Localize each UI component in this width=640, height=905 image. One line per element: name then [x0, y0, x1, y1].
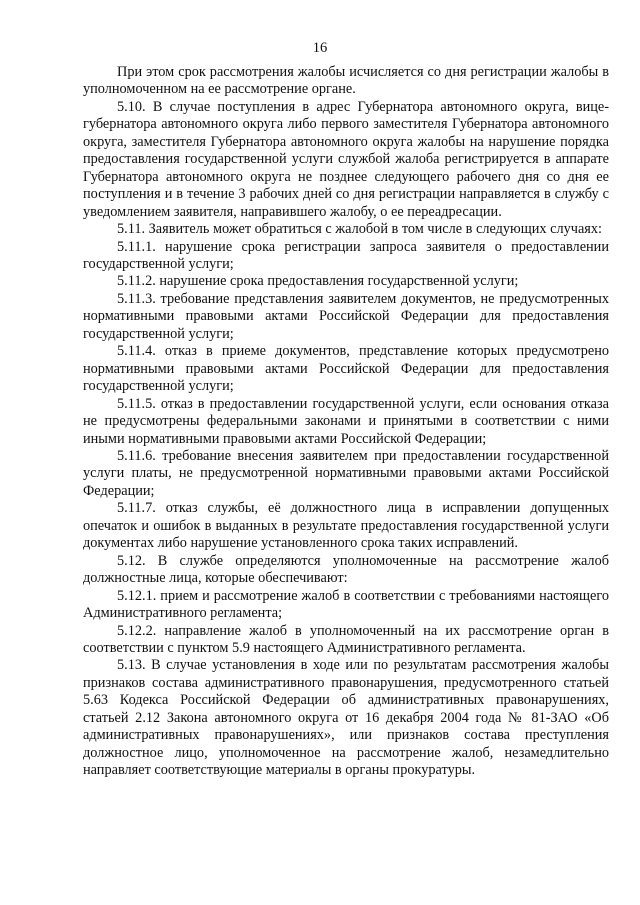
paragraph-5-11: 5.11. Заявитель может обратиться с жалобой в том числе в следующих случаях: [117, 221, 602, 238]
paragraph-5-12-2: 5.12.2. направление жалоб в уполномоченный на их рассмотрение орган в соответствии с пунктом 5.9 настоящего Административного регламента. [83, 622, 609, 656]
paragraph-5-11-2: 5.11.2. нарушение срока предоставления государственной услуги; [117, 273, 519, 290]
paragraph-5-11-6: 5.11.6. требование внесения заявителем при предоставлении государственной услуги платы, не предусмотренной нормативными правовыми актами Российской Федерации; [83, 447, 609, 499]
paragraph-5-11-1: 5.11.1. нарушение срока регистрации запроса заявителя о предоставлении государственной услуги; [83, 238, 609, 272]
paragraph-5-13: 5.13. В случае установления в ходе или по результатам рассмотрения жалобы признаков состава административного правонарушения, предусмотренного статьей 5.63 Кодекса Российской Федерации об административных правонарушениях, статьей 2.12 Закона автономного округа от 16 декабря 2004 года № 81-ЗАО «Об административных правонарушениях», или признаков состава преступления должностное лицо, уполномоченное на рассмотрение жалоб, незамедлительно направляет соответствующие материалы в органы прокуратуры. [83, 657, 609, 779]
paragraph-5-12-1: 5.12.1. прием и рассмотрение жалоб в соответствии с требованиями настоящего Административного регламента; [83, 587, 609, 622]
paragraph-5-10: 5.10. В случае поступления в адрес Губернатора автономного округа, вице-губернатора автономного округа либо первого заместителя Губернатора автономного округа, заместителя Губернатора автономного округа жалобы на нарушение порядка предоставления государственной услуги службой жалоба регистрируется в аппарате Губернатора автономного округа не позднее следующего рабочего дня со дня ее поступления и в течение 3 рабочих дней со дня регистрации направляется в службу с уведомлением заявителя, направившего жалобу, о ее переадресации. [83, 98, 609, 220]
paragraph-5-11-7: 5.11.7. отказ службы, её должностного лица в исправлении допущенных опечаток и ошибок в выданных в результате предоставления государственной услуги документах либо нарушение установленного срока таких исправлений. [83, 500, 609, 552]
paragraph-5-11-4: 5.11.4. отказ в приеме документов, представление которых предусмотрено нормативными правовыми актами Российской Федерации для предоставления государственной услуги; [83, 343, 609, 395]
document-body [83, 64, 609, 780]
paragraph-5-11-3: 5.11.3. требование представления заявителем документов, не предусмотренных нормативными правовыми актами Российской Федерации для предоставления государственной услуги; [83, 290, 609, 342]
paragraph-5-12: 5.12. В службе определяются уполномоченные на рассмотрение жалоб должностные лица, которые обеспечивают: [83, 552, 609, 587]
page-number: 16 [312, 40, 328, 56]
paragraph: При этом срок рассмотрения жалобы исчисляется со дня регистрации жалобы в уполномоченном на ее рассмотрение органе. [83, 64, 609, 98]
paragraph-5-11-5: 5.11.5. отказ в предоставлении государственной услуги, если основания отказа не предусмотрены федеральными законами и принятыми в соответствии с ними иными нормативными правовыми актами Российской Федерации; [83, 395, 609, 447]
